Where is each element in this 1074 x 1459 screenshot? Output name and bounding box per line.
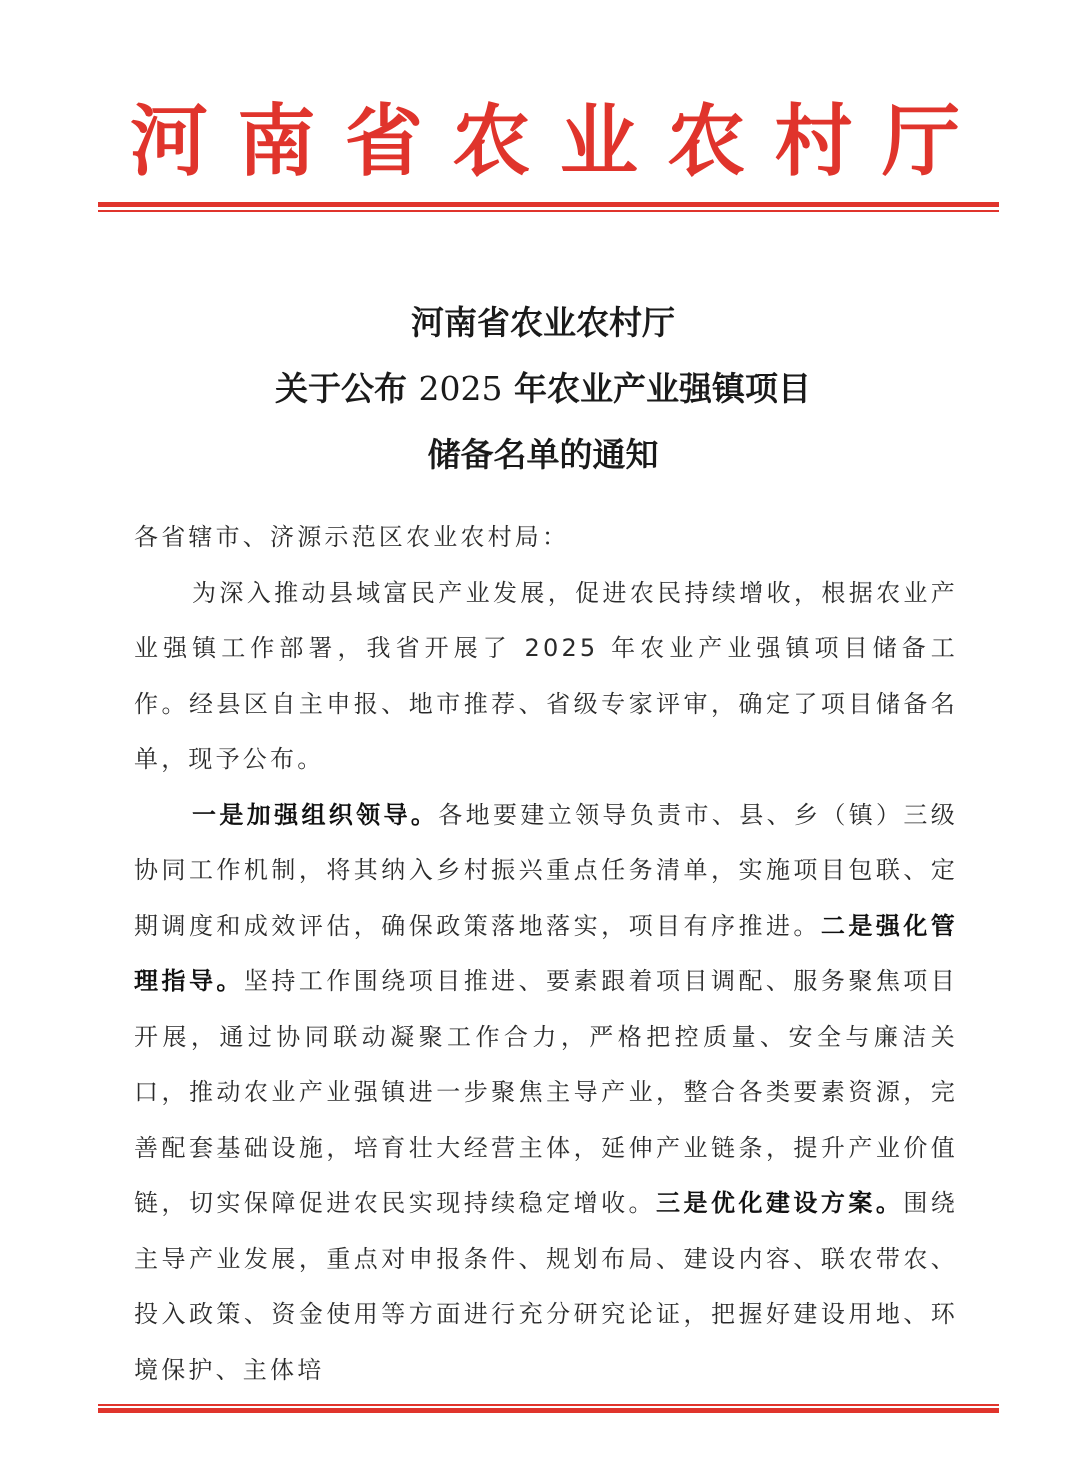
measure-text-2: 坚持工作围绕项目推进、要素跟着项目调配、服务聚焦项目开展，通过协同联动凝聚工作合力，严格把控质量、安全与廉洁关口，推动农业产业强镇进一步聚焦主导产业，整合各类要素资源，完善配套基础设施，培育壮大经营主体，延伸产业链条，提升产业价值链，切实保障促进农民实现持续稳定增收。 [134,967,958,1217]
paragraph-measures [134,788,958,1399]
salutation: 各省辖市、济源示范区农业农村局： [134,523,570,551]
letterhead-title [130,92,960,192]
footer-divider [98,1404,999,1415]
title-line-2-end: 年农业产业强镇项目 [513,369,811,408]
letterhead-char: 省 [344,96,423,187]
title-line-3: 储备名单的通知 [427,435,659,474]
title-line-1: 河南省农业农村厅 [411,303,675,342]
title-year: 2025 [418,369,503,408]
letterhead-divider [98,202,999,213]
measure-text-3: 围绕主导产业发展，重点对申报条件、规划布局、建设内容、联农带农、投入政策、资金使用等方面进行充分研究论证，把握好建设用地、环境保护、主体培 [134,1189,958,1384]
letterhead-char: 南 [237,96,316,187]
measure-heading-1: 一是加强组织领导。 [192,800,439,829]
divider-thick-line [98,1408,999,1413]
document-title [98,290,988,488]
measure-heading-3: 三是优化建设方案。 [656,1189,904,1217]
paragraph-intro: 为深入推动县域富民产业发展，促进农民持续增收，根据农业产业强镇工作部署，我省开展了 2025 年农业产业强镇项目储备工作。经县区自主申报、地市推荐、省级专家评审，确定了项目储备名单，现予公布。 [134,578,958,773]
title-line-2-start: 关于公布 [275,369,407,408]
measure-text-1: 各地要建立领导负责市、县、乡（镇）三级协同工作机制，将其纳入乡村振兴重点任务清单，实施项目包联、定期调度和成效评估，确保政策落地落实，项目有序推进。 [134,800,958,940]
title-line-2 [98,356,988,422]
letterhead-char: 农 [667,96,746,187]
measure-heading-2: 二是强化管理指导。 [134,911,959,995]
document-body [134,510,958,1398]
letterhead-char: 村 [774,96,853,187]
letterhead-char: 业 [559,96,638,187]
divider-thick-line [98,202,999,207]
letterhead-char: 河 [130,96,209,187]
letterhead-char: 农 [452,96,531,187]
divider-thin-line [98,210,999,212]
divider-thin-line [98,1404,999,1406]
letterhead-char: 厅 [881,96,960,187]
